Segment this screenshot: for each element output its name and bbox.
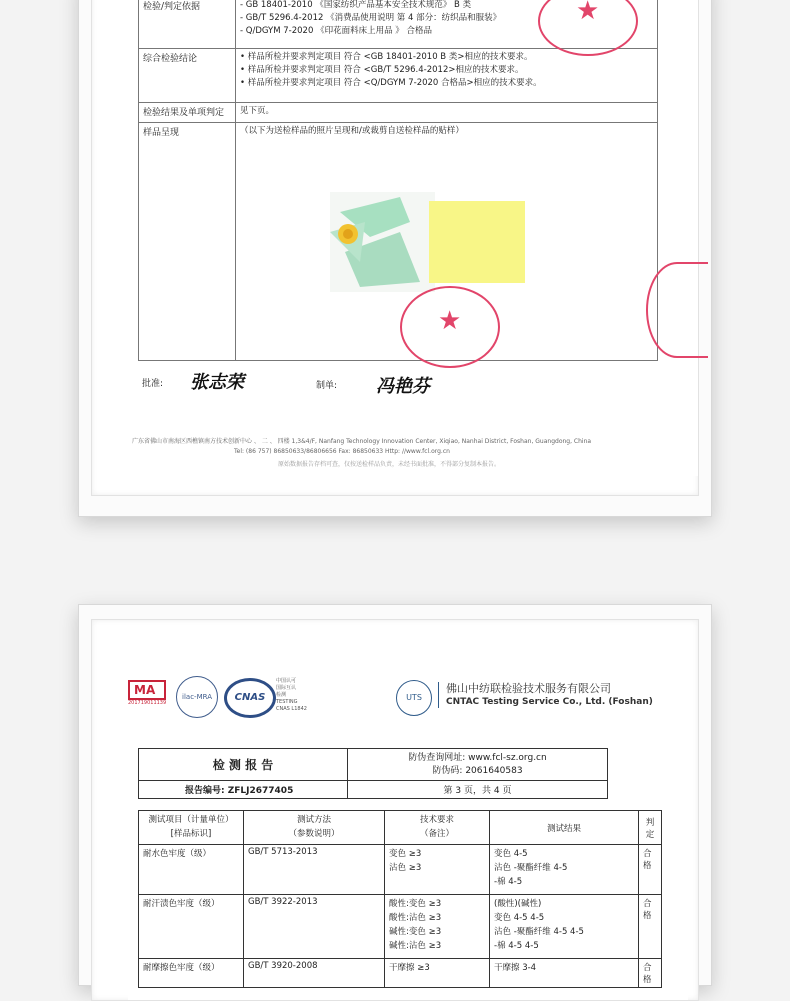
table-row (139, 895, 662, 959)
frame-mat-bottom (91, 619, 699, 1001)
header-item (139, 811, 244, 845)
table-row (139, 845, 662, 895)
basis-line: - GB/T 5296.4-2012 《消费品使用说明 第 4 部分：纺织品和服装》 (240, 13, 502, 23)
cell-judge: 合格 (639, 845, 662, 895)
header-text: （备注） (419, 829, 454, 839)
report-header-table (138, 748, 608, 799)
verify-code: 防伪码: 2061640583 (432, 765, 523, 776)
header-method (244, 811, 385, 845)
cell-item: 耐汗渍色牢度（级） (139, 895, 244, 959)
row-label: 检验结果及单项判定 (139, 103, 236, 123)
cell-requirement (385, 959, 490, 988)
conclusion-line: • 样品所检并要求判定项目 符合 <GB 18401-2010 B 类>相应的技术要求。 (240, 52, 533, 62)
conclusion-line: • 样品所检并要求判定项目 符合 <Q/DGYM 7-2020 合格品>相应的技术要求。 (240, 78, 542, 88)
uts-logo: UTS (396, 680, 432, 716)
approve-label: 批准: (142, 379, 164, 389)
cnas-caption-line: 中国认可 (276, 678, 297, 684)
cma-number: 201719011139 (128, 700, 167, 706)
seal-stamp: ★ (538, 0, 638, 56)
cell-item: 耐摩擦色牢度（级） (139, 959, 244, 988)
ilac-logo: ilac-MRA (176, 676, 218, 718)
cnas-caption (276, 678, 307, 713)
header-text: [样品标识] (170, 829, 212, 839)
basis-line: - Q/DGYM 7-2020 《印花面料床上用品 》 合格品 (240, 26, 432, 36)
report-title: 检 测 报 告 (139, 749, 348, 781)
cell-judge: 合格 (639, 895, 662, 959)
basis-line: - GB 18401-2010 《国家纺织产品基本安全技术规范》 B 类 (240, 0, 472, 10)
cell-method: GB/T 3920-2008 (244, 959, 385, 988)
prepare-label: 制单: (316, 381, 338, 391)
footer-contact: Tel: (86 757) 86850633/86806656 Fax: 86850633 Http: //www.fcl.org.cn (234, 448, 450, 455)
fabric-sample-yellow (429, 201, 525, 283)
report-page-2 (118, 0, 698, 476)
photo-frame-top (78, 0, 712, 517)
row-label: 综合检验结论 (139, 49, 236, 103)
table-row (139, 959, 662, 988)
result-line: 变色 4-5 (494, 849, 528, 859)
req-line: 沾色 ≥3 (389, 863, 422, 873)
header-text: 技术要求 (419, 815, 454, 825)
req-line: 酸性:沾色 ≥3 (389, 913, 442, 923)
seal-stamp: ★ (400, 286, 500, 368)
verify-info (348, 749, 608, 781)
sample-note: （以下为送检样品的照片呈现和/或裁剪自送检样品的贴样） (240, 126, 464, 136)
req-line: 酸性:变色 ≥3 (389, 899, 442, 909)
header-requirement (385, 811, 490, 845)
header-text: 测试项目（计量单位） (148, 815, 234, 825)
req-line: 干摩擦 ≥3 (389, 963, 430, 973)
result-line: 干摩擦 3-4 (494, 963, 537, 973)
header-judge: 判定 (639, 811, 662, 845)
table-header-row (139, 811, 662, 845)
report-page-3 (128, 650, 688, 1000)
result-line: 沾色 -聚酯纤维 4-5 4-5 (494, 927, 584, 937)
logo-divider (438, 682, 439, 708)
header-text: 测试方法 (296, 815, 331, 825)
row-content (236, 49, 658, 103)
cell-result (490, 845, 639, 895)
cnas-caption-line: CNAS L1842 (276, 706, 307, 712)
frame-mat-top (91, 0, 699, 496)
seal-stamp (646, 262, 708, 358)
flower-print-icon (330, 192, 435, 292)
cell-item: 耐水色牢度（级） (139, 845, 244, 895)
req-line: 碱性:沾色 ≥3 (389, 941, 442, 951)
result-line: 变色 4-5 4-5 (494, 913, 545, 923)
page-info: 第 3 页，共 4 页 (348, 781, 608, 799)
req-line: 碱性:变色 ≥3 (389, 927, 442, 937)
row-label: 样品呈现 (139, 123, 236, 361)
header-text: （参数说明） (288, 829, 340, 839)
header-result: 测试结果 (490, 811, 639, 845)
cell-method: GB/T 5713-2013 (244, 845, 385, 895)
cell-requirement (385, 895, 490, 959)
company-name-en: CNTAC Testing Service Co., Ltd. (Foshan) (446, 697, 653, 707)
cnas-caption-line: 检测 (276, 692, 287, 698)
cnas-logo: CNAS (224, 678, 276, 718)
table-row (139, 49, 658, 103)
result-line: (酸性)(碱性) (494, 899, 542, 909)
cell-method: GB/T 3922-2013 (244, 895, 385, 959)
company-name-cn: 佛山中纺联检验技术服务有限公司 (446, 682, 611, 695)
verify-url: 防伪查询网址: www.fcl-sz.org.cn (408, 752, 547, 763)
conclusion-line: • 样品所检并要求判定项目 符合 <GB/T 5296.4-2012>相应的技术要求。 (240, 65, 524, 75)
footer-address: 广东省佛山市南海区西樵镇南方技术创新中心 、 二 、 四楼 1,3&4/F, Nanfang Technology Innovation Center, Xiqiao, Nanhai District, Foshan, Guangdong, China (132, 438, 592, 445)
results-table (138, 810, 662, 988)
cma-mark: MA (128, 680, 166, 700)
row-label: 检验/判定依据 (139, 0, 236, 49)
cnas-caption-line: 国际互认 (276, 685, 297, 691)
cell-judge: 合格 (639, 959, 662, 988)
cma-logo (128, 680, 166, 706)
report-number: 报告编号: ZFLJ2677405 (139, 781, 348, 799)
prepare-signature: 冯艳芬 (376, 376, 430, 397)
result-line: -棉 4-5 4-5 (494, 941, 539, 951)
footer-disclaimer: 原始数据报告存档可查，仅按送检样品负责，未经书面批准，不得部分复制本报告。 (278, 461, 501, 468)
result-line: -棉 4-5 (494, 877, 523, 887)
cell-result (490, 959, 639, 988)
result-line: 沾色 -聚酯纤维 4-5 (494, 863, 568, 873)
row-content (236, 103, 658, 123)
cnas-caption-line: TESTING (276, 699, 298, 705)
cell-requirement (385, 845, 490, 895)
table-row (139, 103, 658, 123)
cell-result (490, 895, 639, 959)
fabric-sample (330, 192, 435, 292)
photo-frame-bottom (78, 604, 712, 986)
result-note: 见下页。 (240, 106, 275, 116)
req-line: 变色 ≥3 (389, 849, 422, 859)
approve-signature: 张志荣 (190, 372, 244, 393)
